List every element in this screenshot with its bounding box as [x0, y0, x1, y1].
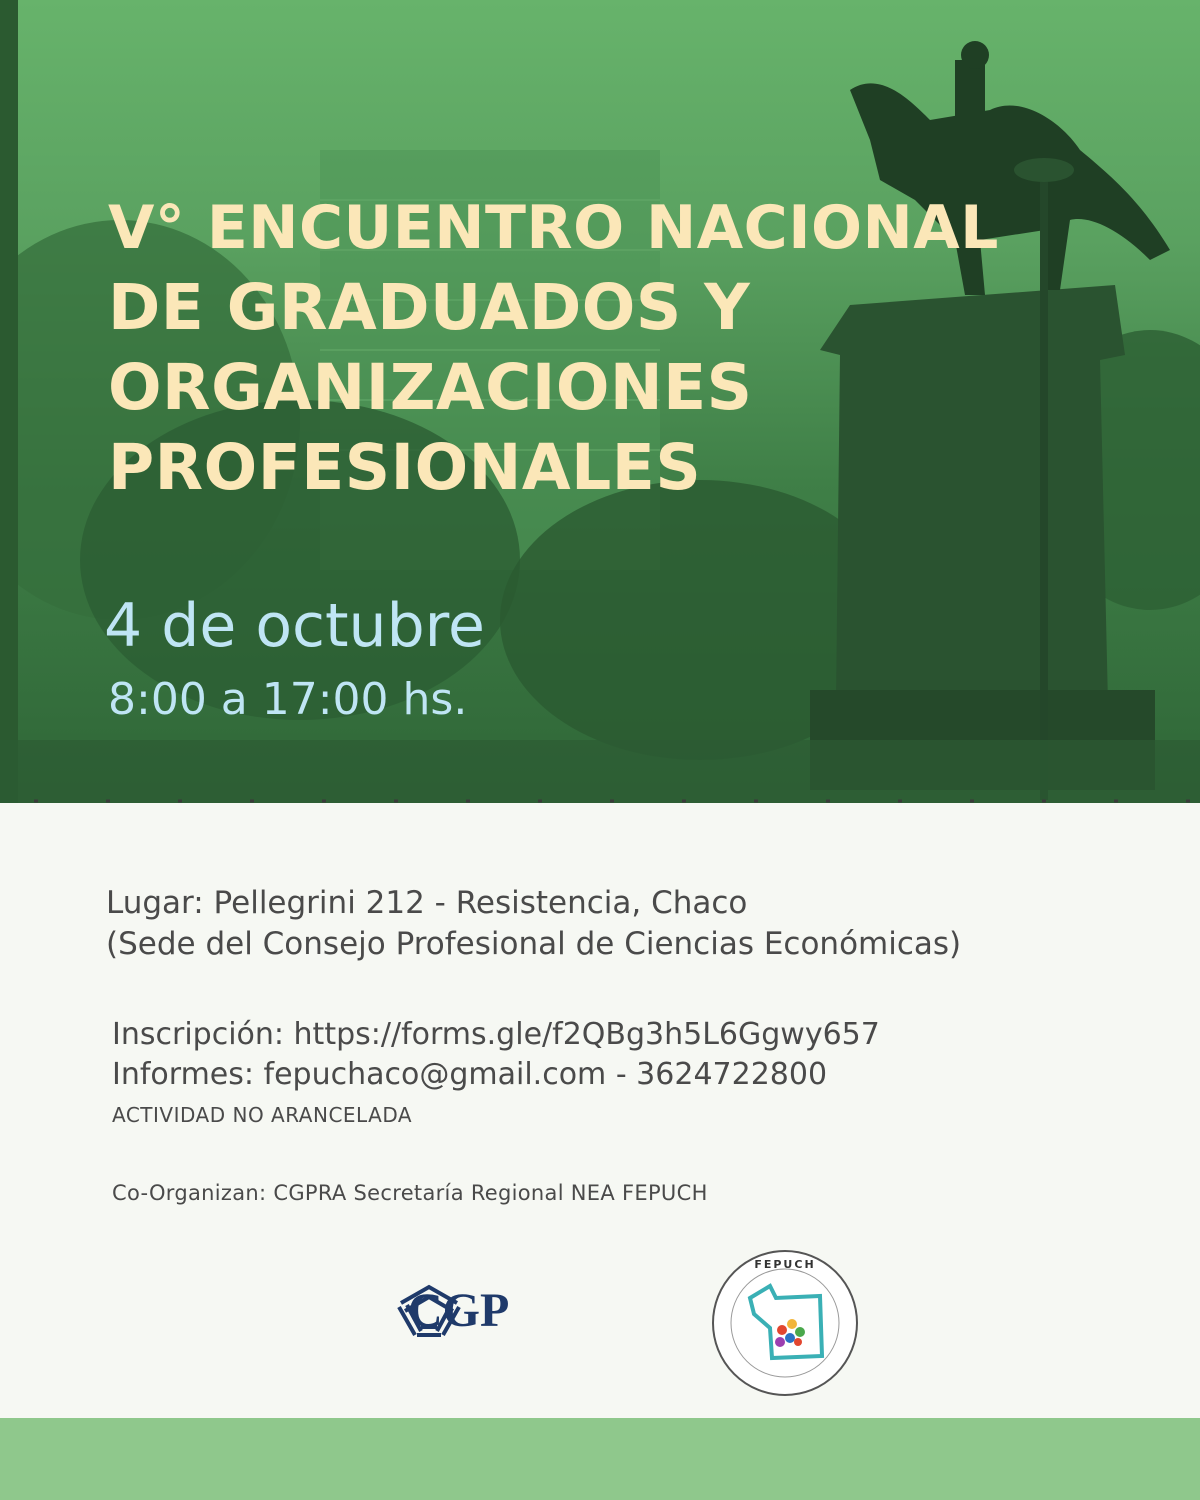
- free-activity-note: ACTIVIDAD NO ARANCELADA: [112, 1103, 413, 1127]
- event-time: 8:00 a 17:00 hs.: [108, 674, 468, 725]
- co-organizers: Co-Organizan: CGPRA Secretaría Regional NEA FEPUCH: [112, 1181, 708, 1205]
- contact-info[interactable]: Informes: fepuchaco@gmail.com - 3624722800: [112, 1057, 828, 1092]
- title-line-3: ORGANIZACIONES: [108, 351, 753, 424]
- title-line-2: DE GRADUADOS Y: [108, 271, 751, 344]
- title-line-1: V° ENCUENTRO NACIONAL: [108, 193, 999, 263]
- title-line-4: PROFESIONALES: [108, 431, 702, 504]
- info-section: [0, 803, 1200, 1417]
- venue-name: (Sede del Consejo Profesional de Ciencias Económicas): [106, 926, 962, 962]
- fepuch-seal-icon: [710, 1248, 860, 1398]
- event-title: [108, 188, 999, 508]
- fepuch-seal-top-text: FEPUCH: [754, 1258, 816, 1271]
- event-date: 4 de octubre: [104, 591, 485, 661]
- footer-band: [0, 1418, 1200, 1500]
- contact-block: [112, 1015, 880, 1095]
- registration-link[interactable]: Inscripción: https://forms.gle/f2QBg3h5L6Ggwy657: [112, 1017, 880, 1052]
- venue-address: Lugar: Pellegrini 212 - Resistencia, Chaco: [106, 885, 748, 921]
- venue: [106, 883, 961, 965]
- cgp-logo-text: CGP: [408, 1284, 510, 1337]
